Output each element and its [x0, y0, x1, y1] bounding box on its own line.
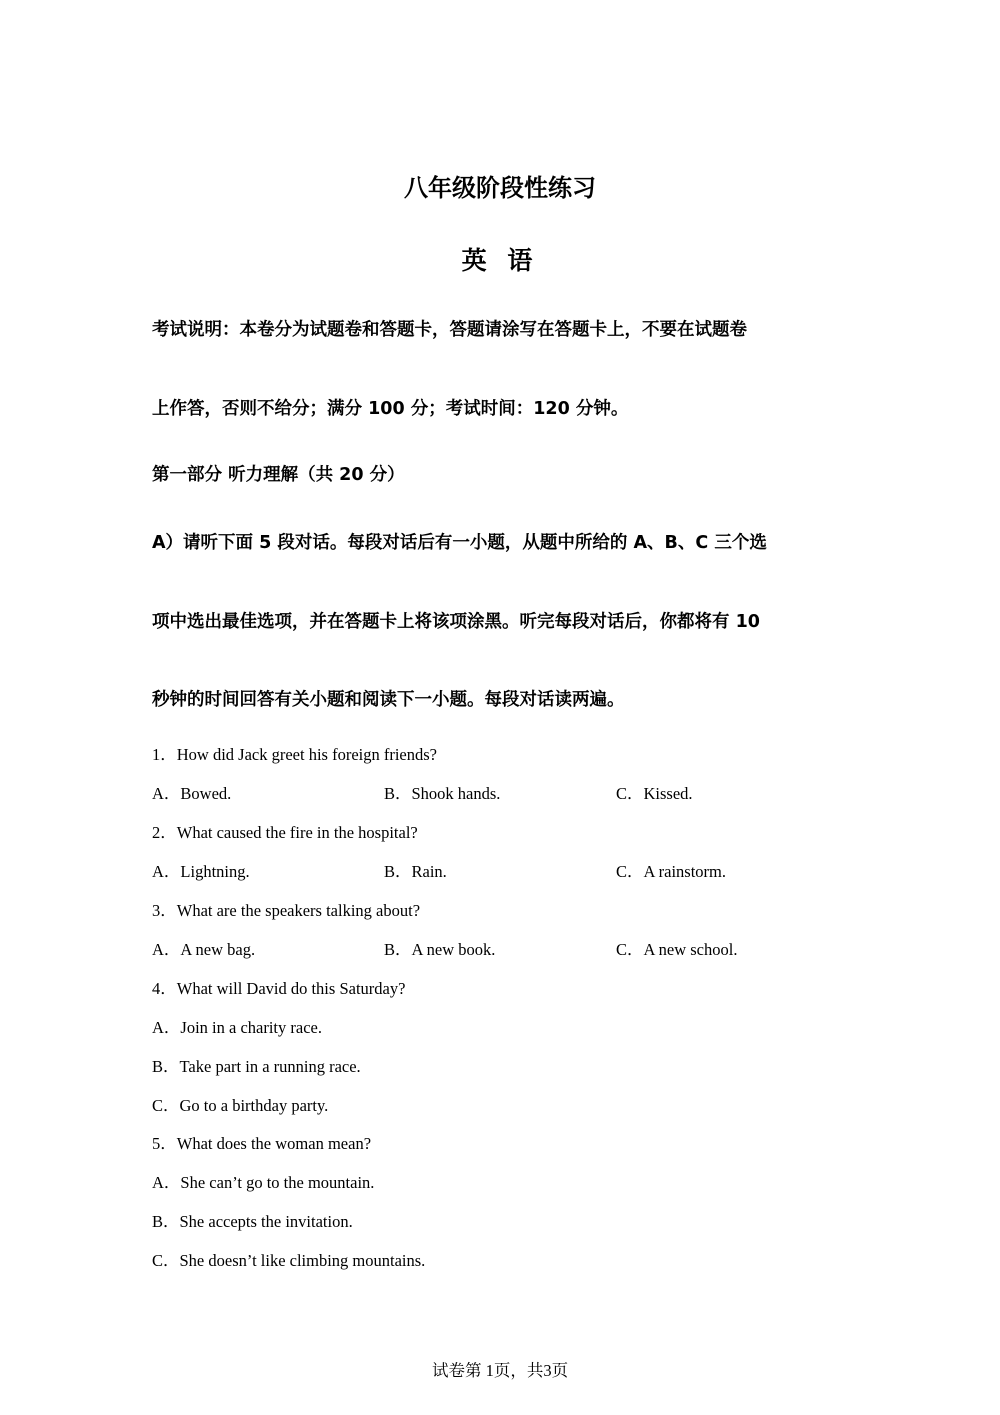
instructions-line-2: 上作答，否则不给分；满分 100 分；考试时间：120 分钟。 [152, 399, 629, 419]
instructions-line-1: 考试说明：本卷分为试题卷和答题卡，答题请涂写在答题卡上，不要在试题卷 [152, 320, 747, 340]
question-3-option-b: B．A new book. [384, 940, 496, 959]
subject-title: 英 语 [461, 246, 539, 275]
question-1-option-b: B．Shook hands. [384, 784, 501, 803]
section-a-line-3: 秒钟的时间回答有关小题和阅读下一小题。每段对话读两遍。 [152, 690, 625, 710]
question-3: 3．What are the speakers talking about? [152, 901, 421, 920]
question-2-option-a: A．Lightning. [152, 862, 250, 881]
question-5-option-b: B．She accepts the invitation. [152, 1212, 353, 1231]
page-footer: 试卷第 1页，共3页 [431, 1361, 569, 1380]
question-1-option-c: C．Kissed. [616, 784, 693, 803]
question-5-option-c: C．She doesn’t like climbing mountains. [152, 1251, 426, 1270]
question-4-option-b: B．Take part in a running race. [152, 1057, 361, 1076]
part1-heading: 第一部分 听力理解（共 20 分） [152, 465, 405, 485]
question-3-option-c: C．A new school. [616, 940, 738, 959]
question-3-option-a: A．A new bag. [152, 940, 256, 959]
question-5-option-a: A．She can’t go to the mountain. [152, 1173, 375, 1192]
question-4-option-c: C．Go to a birthday party. [152, 1096, 329, 1115]
question-1-option-a: A．Bowed. [152, 784, 232, 803]
question-2-option-c: C．A rainstorm. [616, 862, 726, 881]
section-a-line-1: A）请听下面 5 段对话。每段对话后有一小题，从题中所给的 A、B、C 三个选 [152, 533, 767, 553]
question-1: 1．How did Jack greet his foreign friends? [152, 745, 438, 764]
exam-title: 八年级阶段性练习 [404, 174, 596, 202]
question-4-option-a: A．Join in a charity race. [152, 1018, 322, 1037]
question-2: 2．What caused the fire in the hospital? [152, 823, 418, 842]
section-a-line-2: 项中选出最佳选项，并在答题卡上将该项涂黑。听完每段对话后，你都将有 10 [152, 612, 760, 632]
question-2-option-b: B．Rain. [384, 862, 447, 881]
question-5: 5．What does the woman mean? [152, 1134, 372, 1153]
question-4: 4．What will David do this Saturday? [152, 979, 406, 998]
